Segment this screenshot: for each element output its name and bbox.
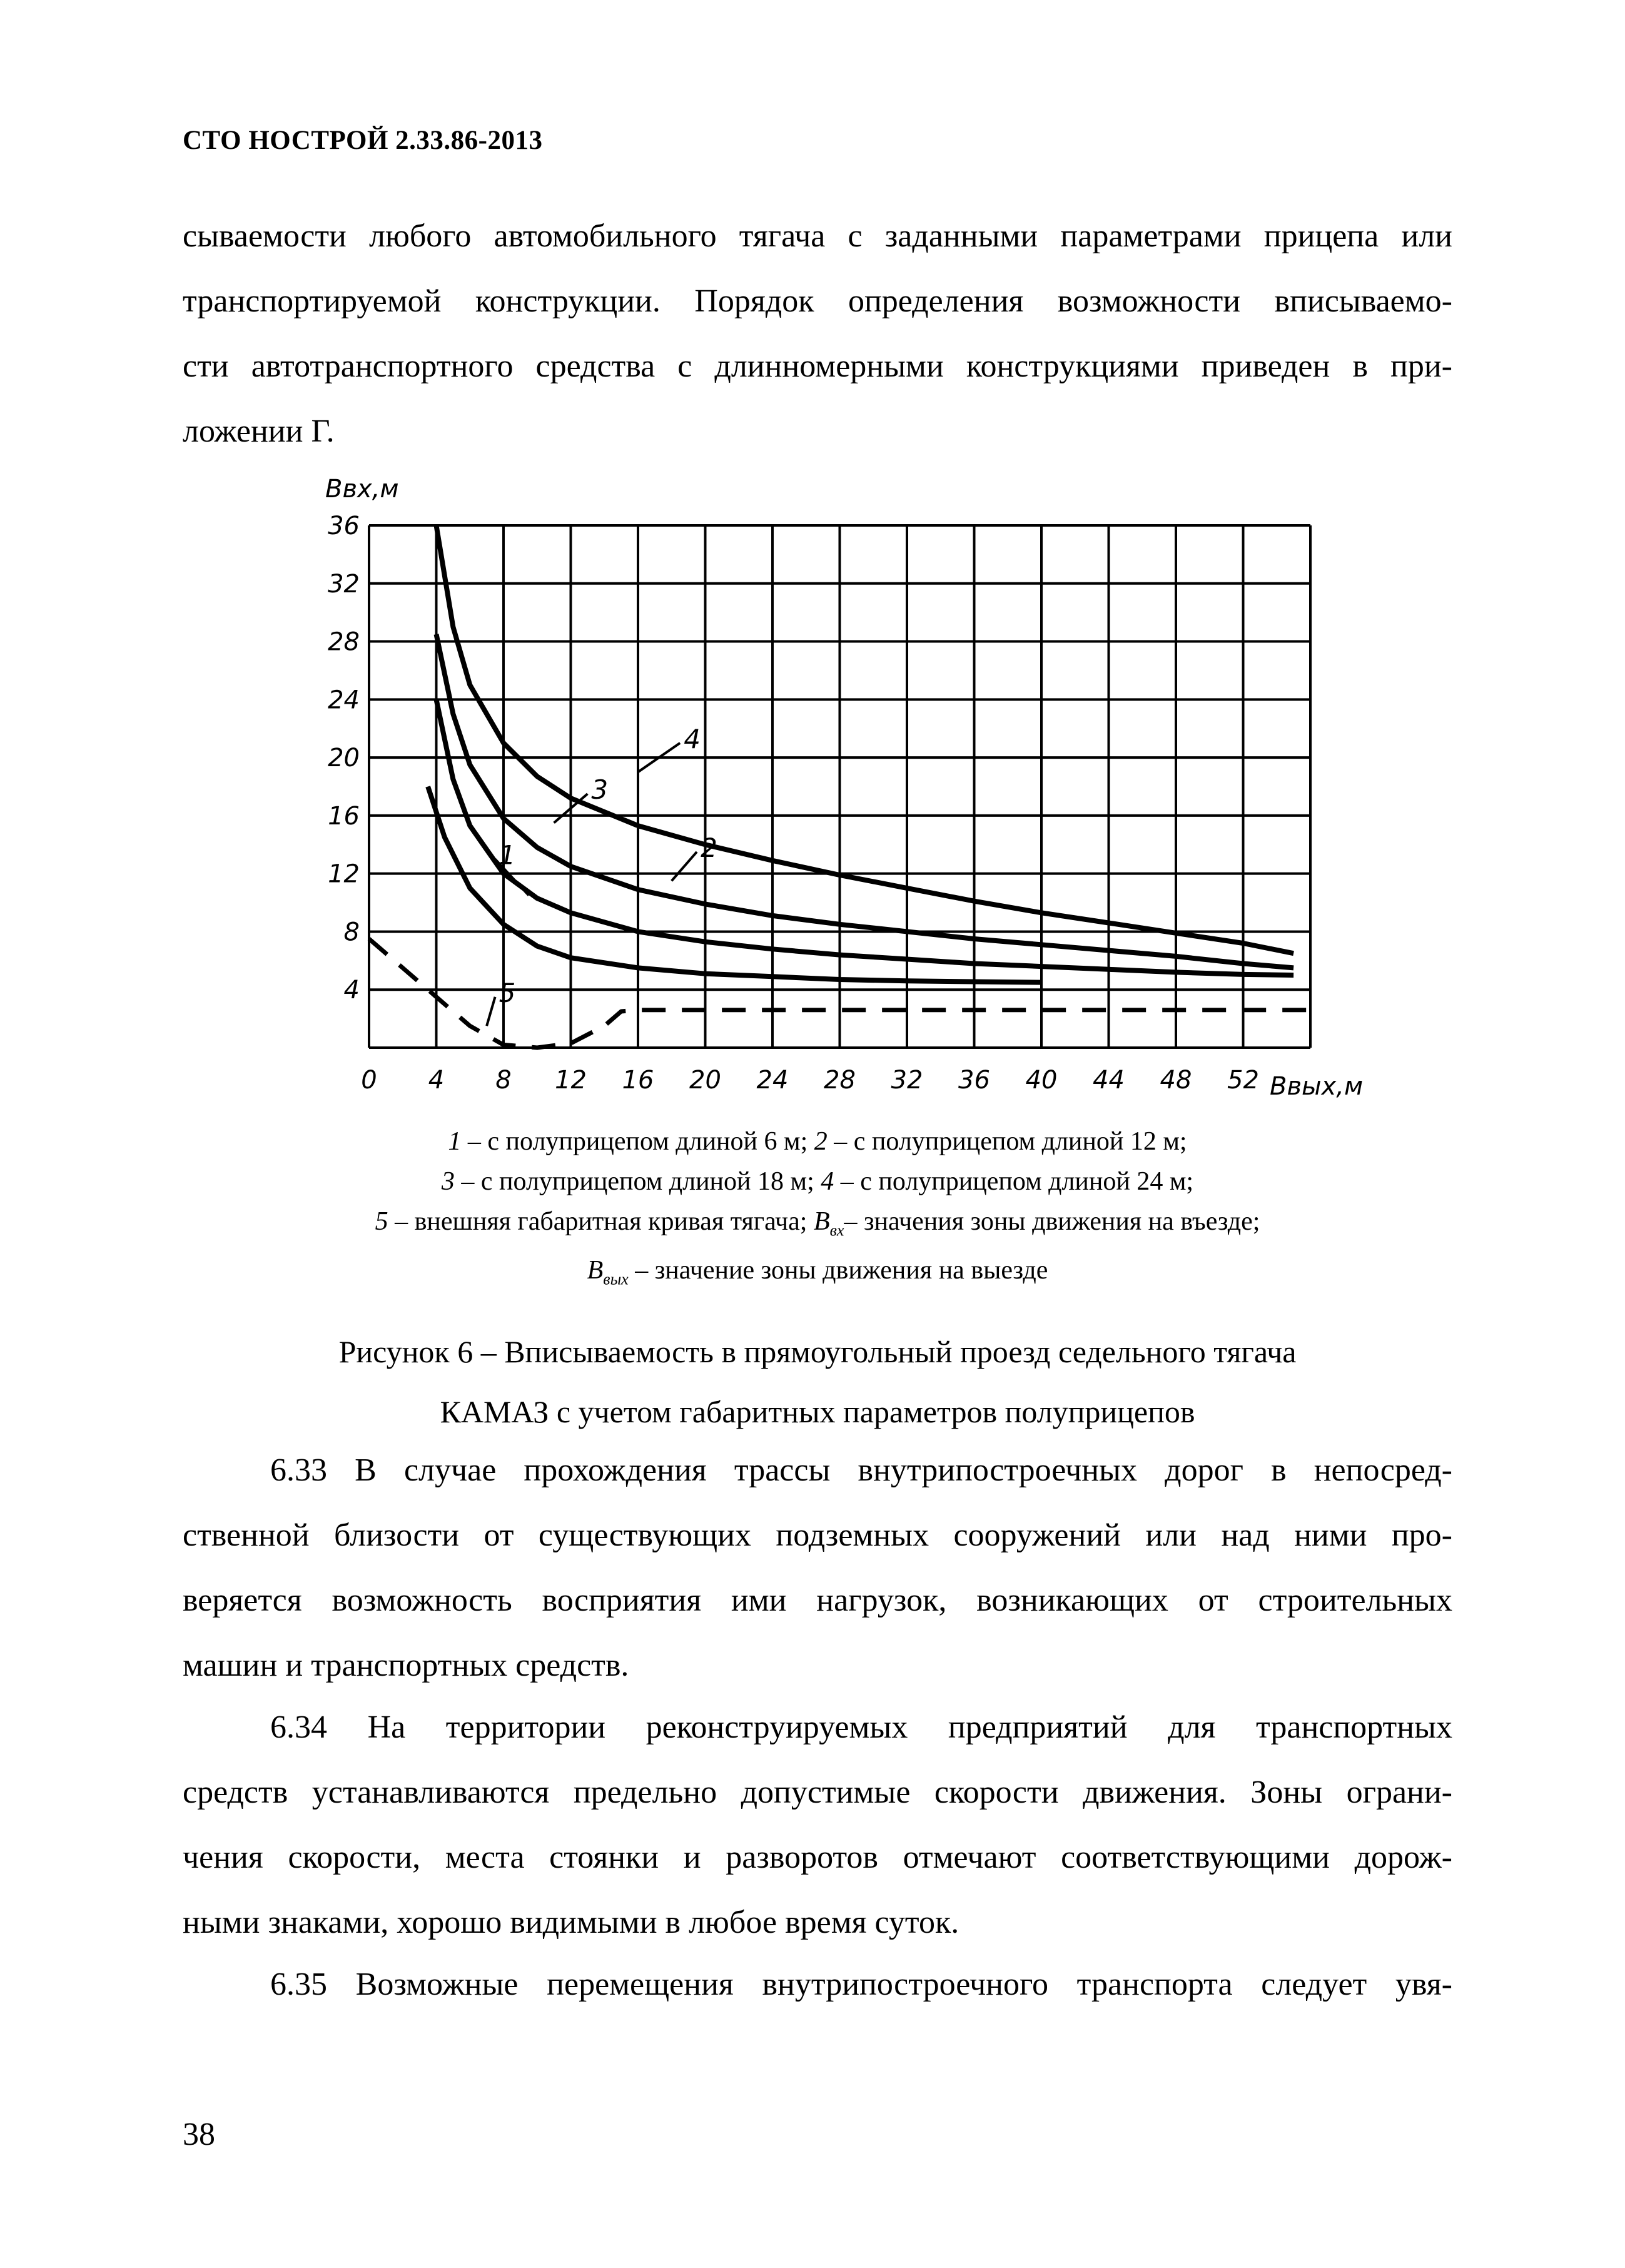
paragraph-1 — [183, 204, 1452, 464]
series-leader-line — [487, 997, 495, 1026]
paragraph-line: чения скорости, места стоянки и разворотов отмечают соответствующими дорож- — [183, 1840, 1452, 1875]
legend-number: 1 — [448, 1127, 462, 1156]
x-tick-label: 36 — [958, 1066, 990, 1095]
x-tick-label: 20 — [689, 1066, 721, 1095]
x-tick-label: 12 — [555, 1066, 587, 1095]
x-tick-label: 32 — [891, 1066, 923, 1095]
x-tick-label: 44 — [1093, 1066, 1125, 1095]
x-tick-label: 48 — [1160, 1066, 1192, 1095]
series-label: 3 — [591, 774, 609, 806]
legend-number: 2 — [814, 1127, 828, 1156]
y-tick-label: 12 — [328, 859, 360, 889]
y-tick-label: 20 — [328, 744, 360, 773]
legend-text: – внешняя габаритная кривая тягача; — [388, 1207, 814, 1236]
paragraph-line: 6.35 Возможные перемещения внутрипостроечного транспорта следует увя- — [270, 1967, 1452, 2002]
x-tick-label: 28 — [824, 1066, 856, 1095]
legend-subscript: вх — [829, 1221, 844, 1240]
chart-tick-labels — [328, 512, 1259, 1095]
page-number: 38 — [183, 2117, 215, 2152]
y-tick-label: 36 — [328, 512, 360, 540]
legend-line — [183, 1202, 1452, 1250]
series-label: 4 — [684, 723, 701, 754]
x-tick-label: 16 — [622, 1066, 654, 1095]
legend-number: 4 — [821, 1167, 834, 1196]
paragraph-line: сываемости любого автомобильного тягача с заданными параметрами прицепа или — [183, 218, 1452, 254]
y-tick-label: 24 — [328, 686, 360, 715]
paragraph-line: машин и транспортных средств. — [183, 1648, 629, 1683]
x-axis-label: Bвых,м — [1270, 1072, 1364, 1101]
figure-caption — [183, 1322, 1452, 1442]
paragraph-line: ственной близости от существующих подземных сооружений или над ними про- — [183, 1517, 1452, 1553]
caption-line: КАМАЗ с учетом габаритных параметров полуприцепов — [440, 1394, 1195, 1429]
chart-svg — [288, 466, 1376, 1116]
paragraph-6-33 — [183, 1438, 1452, 1698]
series-line-4 — [437, 525, 1294, 953]
x-tick-label: 40 — [1025, 1066, 1058, 1095]
y-tick-label: 8 — [343, 918, 360, 947]
legend-symbol: B — [587, 1256, 604, 1285]
figure-chart — [288, 466, 1376, 1116]
paragraph-6-34 — [183, 1695, 1452, 1955]
x-tick-label: 52 — [1227, 1066, 1259, 1095]
x-tick-label: 4 — [428, 1066, 445, 1095]
legend-subscript: вых — [603, 1270, 629, 1288]
caption-line: Рисунок 6 – Вписываемость в прямоугольный проезд седельного тягача — [338, 1334, 1297, 1369]
y-axis-label: Bвх,м — [325, 475, 399, 504]
x-tick-label: 8 — [495, 1066, 512, 1095]
x-tick-label: 24 — [756, 1066, 789, 1095]
figure-legend — [183, 1121, 1452, 1300]
legend-text: – значения зоны движения на въезде; — [844, 1207, 1260, 1236]
legend-text: – с полуприцепом длиной 18 м; — [454, 1167, 821, 1196]
y-tick-label: 16 — [328, 801, 360, 831]
y-tick-label: 28 — [328, 627, 360, 657]
legend-line — [183, 1121, 1452, 1162]
legend-text: – с полуприцепом длиной 6 м; — [461, 1127, 814, 1156]
paragraph-line: транспортируемой конструкции. Порядок определения возможности вписываемо- — [183, 283, 1452, 319]
legend-text: – с полуприцепом длиной 24 м; — [834, 1167, 1194, 1196]
legend-line — [183, 1250, 1452, 1299]
chart-grid — [369, 525, 1310, 1048]
legend-number: 5 — [375, 1207, 388, 1236]
y-tick-label: 4 — [343, 976, 360, 1005]
series-label: 5 — [499, 977, 516, 1008]
paragraph-line: ложении Г. — [183, 413, 335, 449]
y-tick-label: 32 — [328, 569, 360, 599]
paragraph-line: ными знаками, хорошо видимыми в любое время суток. — [183, 1905, 959, 1940]
paragraph-line: 6.34 На территории реконструируемых предприятий для транспортных — [270, 1709, 1452, 1745]
legend-number: 3 — [441, 1167, 455, 1196]
paragraph-6-35 — [183, 1952, 1452, 2017]
document-header: СТО НОСТРОЙ 2.33.86-2013 — [183, 126, 543, 155]
x-tick-label: 0 — [361, 1066, 377, 1095]
series-line-3 — [437, 634, 1294, 968]
series-leader-line — [672, 852, 697, 881]
paragraph-line: сти автотранспортного средства с длинномерными конструкциями приведен в при- — [183, 348, 1452, 384]
legend-text: – с полуприцепом длиной 12 м; — [827, 1127, 1187, 1156]
legend-symbol: B — [813, 1207, 830, 1236]
series-label: 1 — [499, 839, 516, 871]
paragraph-line: средств устанавливаются предельно допустимые скорости движения. Зоны ограни- — [183, 1774, 1452, 1810]
legend-line — [183, 1162, 1452, 1202]
paragraph-line: веряется возможность восприятия ими нагрузок, возникающих от строительных — [183, 1582, 1452, 1618]
legend-text: – значение зоны движения на выезде — [628, 1256, 1048, 1285]
paragraph-line: 6.33 В случае прохождения трассы внутрипостроечных дорог в непосред- — [270, 1452, 1452, 1488]
series-label: 2 — [701, 832, 717, 863]
